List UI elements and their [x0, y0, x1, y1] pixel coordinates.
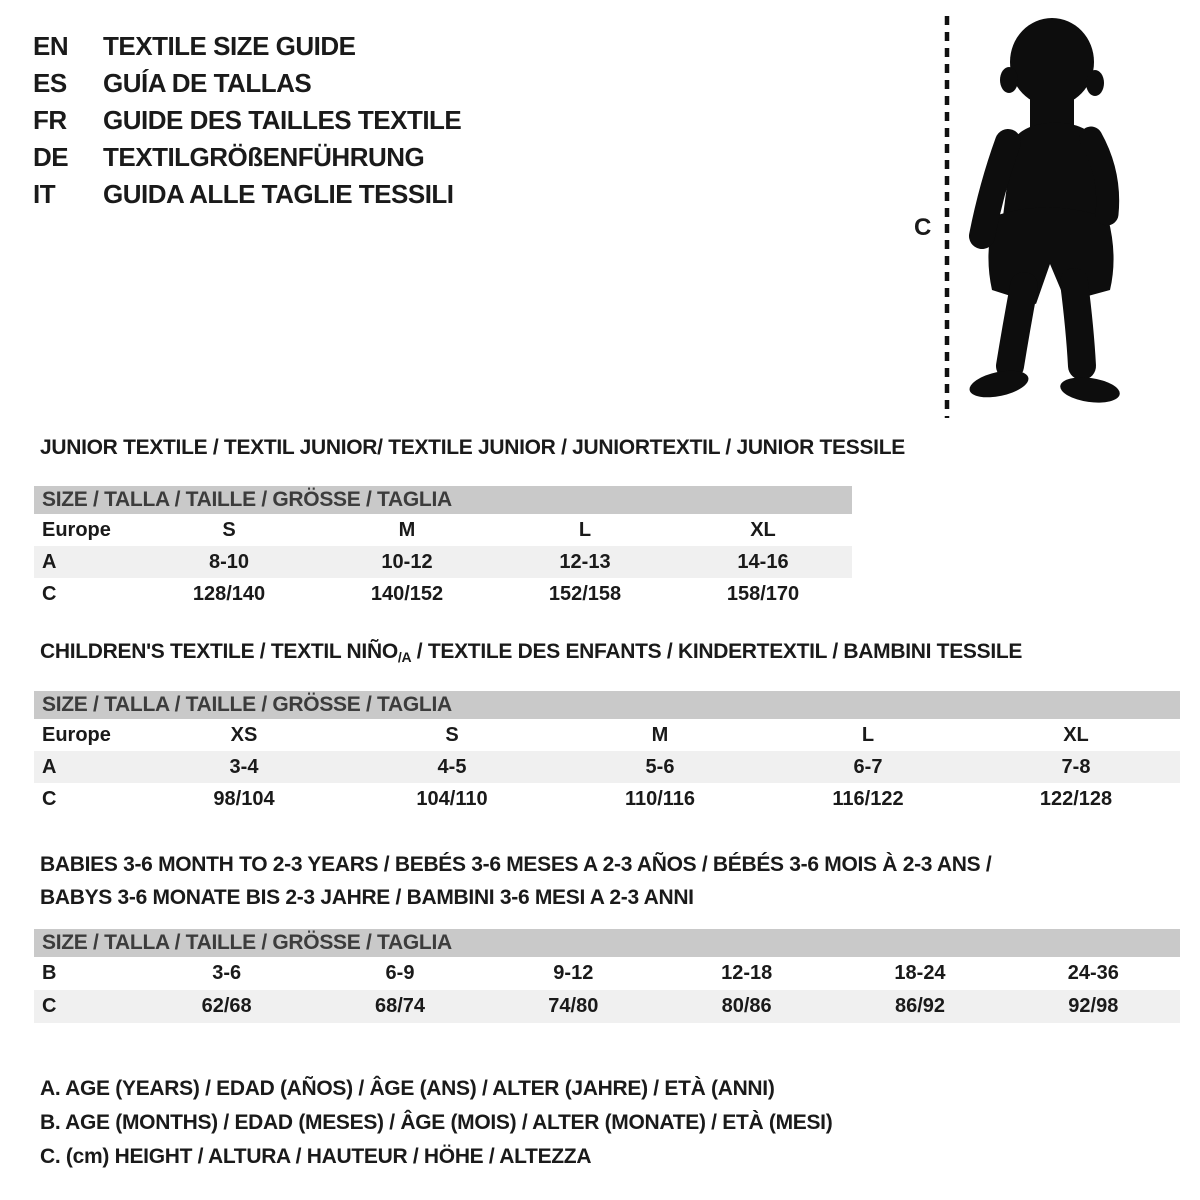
row-label: A — [42, 755, 57, 778]
row-label: C — [42, 582, 57, 605]
table-cell: 140/152 — [370, 582, 444, 605]
table-cell: 24-36 — [1067, 962, 1119, 984]
legend-notes — [40, 1072, 832, 1174]
children-section-title — [40, 640, 1022, 665]
note-height-cm: C. (cm) HEIGHT / ALTURA / HAUTEUR / HÖHE / ALTEZZA — [40, 1145, 592, 1168]
children-title-subscript: /A — [397, 649, 412, 665]
table-row-age — [34, 751, 1180, 783]
table-cell: 3-6 — [212, 962, 242, 984]
table-cell: S — [222, 518, 236, 541]
table-cell: 12-18 — [721, 962, 773, 984]
size-table-header: SIZE / TALLA / TAILLE / GRÖSSE / TAGLIA — [34, 486, 852, 514]
junior-section-title: JUNIOR TEXTILE / TEXTIL JUNIOR/ TEXTILE JUNIOR / JUNIORTEXTIL / JUNIOR TESSILE — [40, 436, 905, 459]
language-code: EN — [33, 31, 69, 61]
table-cell: 86/92 — [894, 995, 946, 1017]
row-label: C — [42, 787, 57, 810]
table-cell: 62/68 — [201, 995, 252, 1017]
language-guide-title: GUIDA ALLE TAGLIE TESSILI — [103, 179, 454, 209]
table-cell: 152/158 — [548, 582, 622, 605]
table-cell: 6-9 — [385, 962, 415, 984]
table-row-height — [34, 783, 1180, 815]
note-age-years: A. AGE (YEARS) / EDAD (AÑOS) / ÂGE (ANS) / ALTER (JAHRE) / ETÀ (ANNI) — [40, 1077, 775, 1100]
children-title-rest: / TEXTILE DES ENFANTS / KINDERTEXTIL / BAMBINI TESSILE — [411, 640, 1023, 663]
table-cell: M — [651, 723, 669, 746]
babies-section-title — [40, 848, 991, 914]
table-cell: S — [445, 723, 459, 746]
height-measure-figure — [898, 14, 1160, 422]
table-cell: 128/140 — [192, 582, 266, 605]
table-cell: 104/110 — [416, 787, 488, 810]
table-cell: 4-5 — [437, 755, 467, 778]
table-cell: XS — [230, 723, 258, 746]
table-cell: 18-24 — [894, 962, 946, 984]
toddler-silhouette-icon — [962, 14, 1138, 420]
table-cell: 122/128 — [1039, 787, 1113, 810]
language-row — [33, 139, 461, 176]
table-cell: 10-12 — [381, 550, 433, 573]
table-cell: 9-12 — [553, 962, 594, 984]
language-title-list — [33, 28, 461, 213]
row-label: B — [42, 962, 57, 984]
language-guide-title: GUÍA DE TALLAS — [103, 68, 312, 98]
note-age-months: B. AGE (MONTHS) / EDAD (MESES) / ÂGE (MOIS) / ALTER (MONATE) / ETÀ (MESI) — [40, 1111, 833, 1134]
row-label: Europe — [42, 723, 111, 746]
table-row-europe — [34, 719, 1180, 751]
table-cell: 110/116 — [624, 787, 696, 810]
table-cell: 98/104 — [213, 787, 275, 810]
babies-title-line2: BABYS 3-6 MONATE BIS 2-3 JAHRE / BAMBINI 3-6 MESI A 2-3 ANNI — [40, 886, 694, 909]
children-title-main: CHILDREN'S TEXTILE / TEXTIL NIÑO — [40, 640, 398, 663]
table-cell: 14-16 — [737, 550, 789, 573]
table-row-months — [34, 957, 1180, 990]
height-dashed-line-icon — [944, 16, 950, 418]
row-label: A — [42, 550, 57, 573]
height-measure-label: C — [914, 214, 932, 241]
children-size-table — [34, 691, 1180, 815]
table-cell: 80/86 — [721, 995, 772, 1017]
table-cell: 8-10 — [208, 550, 250, 573]
language-guide-title: TEXTILGRÖßENFÜHRUNG — [103, 142, 425, 172]
table-cell: 68/74 — [374, 995, 426, 1017]
language-guide-title: GUIDE DES TAILLES TEXTILE — [103, 105, 462, 135]
row-label: C — [42, 995, 57, 1017]
table-row-europe — [34, 514, 852, 546]
table-cell: XL — [750, 518, 776, 541]
table-row-height — [34, 990, 1180, 1023]
language-code: ES — [33, 68, 67, 98]
table-cell: 74/80 — [548, 995, 599, 1017]
babies-size-table — [34, 929, 1180, 1023]
table-cell: 7-8 — [1061, 755, 1091, 778]
table-cell: L — [861, 723, 875, 746]
junior-size-table — [34, 486, 852, 610]
table-cell: M — [398, 518, 416, 541]
table-row-height — [34, 578, 852, 610]
table-cell: 92/98 — [1068, 995, 1119, 1017]
size-table-header: SIZE / TALLA / TAILLE / GRÖSSE / TAGLIA — [34, 691, 1180, 719]
language-code: DE — [33, 142, 69, 172]
language-row — [33, 176, 461, 213]
table-cell: 3-4 — [229, 755, 259, 778]
table-cell: 158/170 — [726, 582, 800, 605]
table-cell: 12-13 — [559, 550, 611, 573]
row-label: Europe — [42, 518, 111, 541]
language-row — [33, 65, 461, 102]
language-guide-title: TEXTILE SIZE GUIDE — [103, 31, 356, 61]
table-cell: XL — [1063, 723, 1089, 746]
language-row — [33, 102, 461, 139]
table-cell: 5-6 — [645, 755, 675, 778]
table-cell: L — [578, 518, 592, 541]
size-table-header: SIZE / TALLA / TAILLE / GRÖSSE / TAGLIA — [34, 929, 1180, 957]
table-row-age — [34, 546, 852, 578]
table-cell: 116/122 — [832, 787, 904, 810]
language-row — [33, 28, 461, 65]
language-code: IT — [33, 179, 56, 209]
table-cell: 6-7 — [853, 755, 883, 778]
babies-title-line1: BABIES 3-6 MONTH TO 2-3 YEARS / BEBÉS 3-6 MESES A 2-3 AÑOS / BÉBÉS 3-6 MOIS À 2-3 ANS / — [40, 853, 992, 876]
language-code: FR — [33, 105, 67, 135]
